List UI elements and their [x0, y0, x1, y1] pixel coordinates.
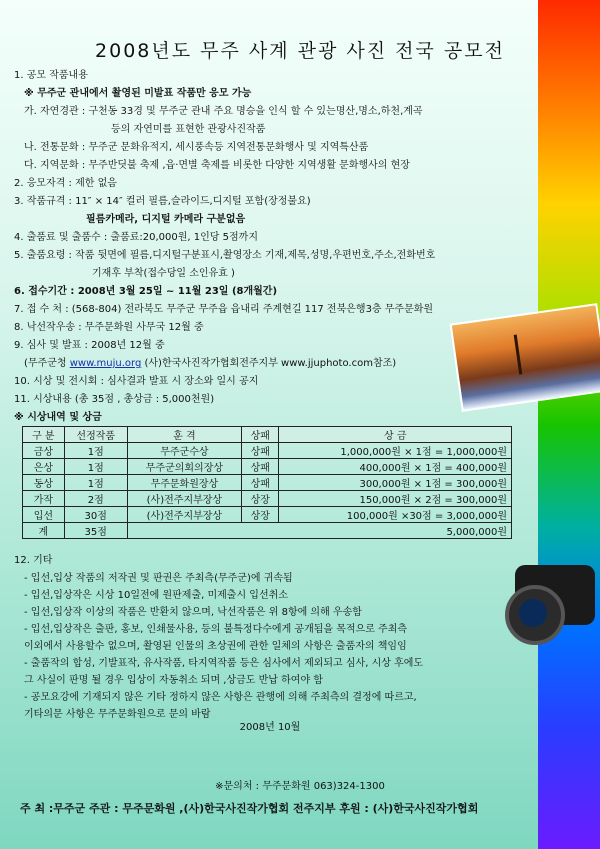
table-cell: 150,000원 × 2점 = 300,000원 [279, 491, 512, 507]
table-cell: 상패 [241, 443, 279, 459]
camera-lens-glass [519, 599, 547, 627]
detail-line: 기재후 부착(접수당일 소인유효 ) [92, 268, 235, 279]
table-header-cell: 상패 [241, 427, 279, 443]
table-header-row [23, 427, 512, 443]
table-row [23, 459, 512, 475]
total-cell: 5,000,000원 [127, 523, 511, 539]
line-9-suffix: (사)한국사진작가협회전주지부 www.jjuphoto.com참조) [141, 358, 397, 369]
detail-line: 나. 전통문화 : 무주군 문화유적지, 세시풍속등 지역전통문화행사 및 지역특산품 [24, 142, 369, 153]
table-cell: 무주군의회의장상 [127, 459, 241, 475]
table-cell: 가작 [23, 491, 65, 507]
detail-line: 3. 작품규격 : 11″ × 14″ 컬러 필름,슬라이드,디지털 포함(장정불요) [14, 196, 311, 207]
detail-line: 4. 출품료 및 출품수 : 출품료:20,000원, 1인당 5점까지 [14, 232, 258, 243]
detail-line: 11. 시상내용 (총 35점 , 총상금 : 5,000천원) [14, 394, 215, 405]
note-line: 그 사실이 판명 될 경우 입상이 자동취소 되며 ,상금도 반납 하여야 함 [24, 675, 323, 686]
table-header-cell: 구 분 [23, 427, 65, 443]
total-cell: 35점 [64, 523, 127, 539]
table-header-cell: 상 금 [279, 427, 512, 443]
table-header-cell: 선정작품 [64, 427, 127, 443]
table-cell: 2점 [64, 491, 127, 507]
prize-table [22, 426, 512, 539]
muju-link[interactable]: www.muju.org [69, 358, 142, 369]
detail-line: 등의 자연미를 표현한 관광사진작품 [111, 124, 266, 135]
notes-title: 12. 기타 [14, 555, 53, 566]
table-cell: 30점 [64, 507, 127, 523]
table-cell: 무주군수상 [127, 443, 241, 459]
detail-line: 9. 심사 및 발표 : 2008년 12월 중 [14, 340, 165, 351]
detail-line: 10. 시상 및 전시회 : 심사결과 발표 시 장소와 일시 공지 [14, 376, 259, 387]
table-cell: 은상 [23, 459, 65, 475]
note-line: 이외에서 사용할수 없으며, 촬영된 인물의 초상권에 관한 일체의 사항은 출품자의 책임임 [24, 641, 407, 652]
table-row [23, 443, 512, 459]
total-cell: 계 [23, 523, 65, 539]
table-cell: 상패 [241, 459, 279, 475]
note-line: - 입선,입상작은 시상 10일전에 원판제출, 미제출시 입선취소 [24, 590, 288, 601]
table-cell: 상장 [241, 507, 279, 523]
table-cell: (사)전주지부장상 [127, 491, 241, 507]
camera-image [505, 545, 600, 645]
contact-info: ※문의처 : 무주문화원 063)324-1300 [215, 781, 385, 792]
detail-line: 1. 공모 작품내용 [14, 70, 88, 81]
announcement-date: 2008년 10월 [239, 722, 301, 733]
poster-title: 2008년도 무주 사계 관광 사진 전국 공모전 [95, 40, 505, 62]
detail-line: 2. 응모자격 : 제한 없음 [14, 178, 117, 189]
organizers-footer: 주 최 :무주군 주관 : 무주문화원 ,(사)한국사진작가협회 전주지부 후원 : (사)한국사진작가협회 [20, 802, 479, 815]
table-row [23, 507, 512, 523]
table-cell: 입선 [23, 507, 65, 523]
autumn-landscape-photo [450, 303, 600, 412]
detail-line: 필름카메라, 디지털 카메라 구분없음 [86, 214, 246, 225]
detail-line: 7. 접 수 처 : (568-804) 전라북도 무주군 무주읍 읍내리 주계현길 117 전북은행3층 무주문화원 [14, 304, 434, 315]
table-cell: 1,000,000원 × 1점 = 1,000,000원 [279, 443, 512, 459]
table-row [23, 475, 512, 491]
line-9-sites [24, 354, 396, 369]
line-9-prefix: (무주군청 [24, 358, 70, 369]
detail-line: ※ 무주군 관내에서 촬영된 미발표 작품만 응모 가능 [24, 88, 252, 99]
table-cell: 1점 [64, 459, 127, 475]
rainbow-stripe [538, 0, 600, 849]
table-cell: 무주문화원장상 [127, 475, 241, 491]
table-cell: 100,000원 ×30점 = 3,000,000원 [279, 507, 512, 523]
detail-line: 가. 자연경관 : 구천동 33경 및 무주군 관내 주요 명승을 인식 할 수 있는명산,명소,하천,계곡 [24, 106, 423, 117]
detail-line: 6. 접수기간 : 2008년 3월 25일 ~ 11월 23일 (8개월간) [14, 286, 278, 297]
table-total-row [23, 523, 512, 539]
table-cell: (사)전주지부장상 [127, 507, 241, 523]
table-cell: 1점 [64, 443, 127, 459]
table-header-cell: 훈 격 [127, 427, 241, 443]
table-cell: 상패 [241, 475, 279, 491]
detail-line: 다. 지역문화 : 무주반딧불 축제 ,읍·면별 축제를 비롯한 다양한 지역생활 문화행사의 현장 [24, 160, 410, 171]
detail-line: 8. 낙선작우송 : 무주문화원 사무국 12월 중 [14, 322, 204, 333]
tree-silhouette [514, 335, 523, 375]
note-line: - 입선,입상 작품의 저작권 및 판권은 주최측(무주군)에 귀속됨 [24, 573, 293, 584]
detail-line: ※ 시상내역 및 상금 [14, 412, 102, 423]
detail-line: 5. 출품요령 : 작품 뒷면에 필름,디지털구분표시,촬영장소 기재,제목,성명,우편번호,주소,전화번호 [14, 250, 436, 261]
table-body [23, 443, 512, 539]
table-cell: 동상 [23, 475, 65, 491]
note-line: - 출품작의 합성, 기발표작, 유사작품, 타지역작품 등은 심사에서 제외되고 심사, 시상 후에도 [24, 658, 424, 669]
table-cell: 300,000원 × 1점 = 300,000원 [279, 475, 512, 491]
table-cell: 400,000원 × 1점 = 400,000원 [279, 459, 512, 475]
note-line: - 공모요강에 기재되지 않은 기타 정하지 않은 사항은 관행에 의해 주최측의 결정에 따르고, [24, 692, 417, 703]
note-line: 기타의문 사항은 무주문화원으로 문의 바람 [24, 709, 211, 720]
note-line: - 입선,입상작 이상의 작품은 반환치 않으며, 낙선작품은 위 8항에 의해 우송함 [24, 607, 362, 618]
table-cell: 금상 [23, 443, 65, 459]
table-cell: 1점 [64, 475, 127, 491]
table-cell: 상장 [241, 491, 279, 507]
note-line: - 입선,입상작은 출판, 홍보, 인쇄물사용, 등의 불특정다수에게 공개됨을 목적으로 주최측 [24, 624, 408, 635]
table-row [23, 491, 512, 507]
